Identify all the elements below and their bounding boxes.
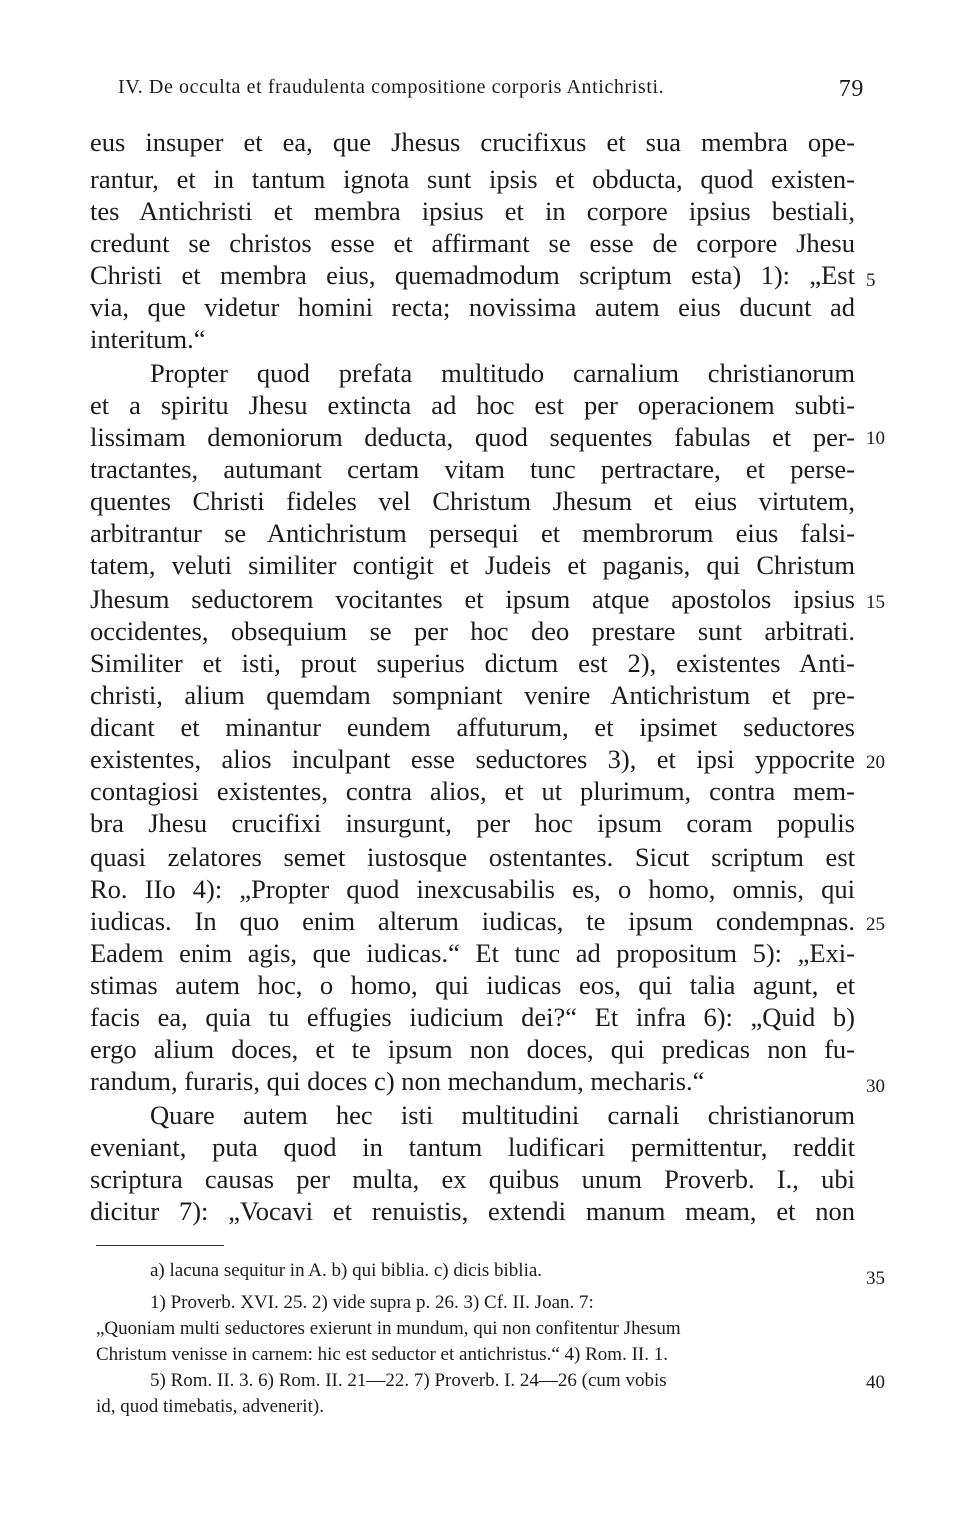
footnote-line: a) lacuna sequitur in A. b) qui biblia. c) dicis biblia. [150,1260,543,1281]
footnote-line: Christum venisse in carnem: hic est seductor et antichristus.“ 4) Rom. II. 1. [96,1344,668,1365]
text-line: tractantes, autumant certam vitam tunc pertractare, et perse- [90,454,855,484]
text-line: eveniant, puta quod in tantum ludificari permittentur, reddit [90,1132,855,1162]
text-line: ergo alium doces, et te ipsum non doces, qui predicas non fu- [90,1034,855,1064]
text-line: tatem, veluti similiter contigit et Judeis et paganis, qui Christum [90,550,855,580]
page-number: 79 [838,76,864,102]
footnote-line: id, quod timebatis, advenerit). [96,1396,324,1417]
chapter-title: IV. De occulta et fraudulenta compositione corporis Antichristi. [118,76,665,98]
footnote-line: 1) Proverb. XVI. 25. 2) vide supra p. 26. 3) Cf. II. Joan. 7: [150,1292,594,1313]
text-line: Quare autem hec isti multitudini carnali christianorum [150,1100,855,1130]
text-line: Eadem enim agis, que iudicas.“ Et tunc ad propositum 5): „Exi- [90,938,855,968]
text-line: credunt se christos esse et affirmant se esse de corpore Jhesu [90,228,855,258]
text-line: quentes Christi fideles vel Christum Jhesum et eius virtutem, [90,486,855,516]
line-number: 40 [866,1372,885,1393]
text-line: eus insuper et ea, que Jhesus crucifixus et sua membra ope- [90,127,855,157]
footnote-line: „Quoniam multi seductores exierunt in mundum, qui non confitentur Jhesum [96,1318,681,1339]
line-number: 10 [866,428,885,449]
text-line: Ro. IIo 4): „Propter quod inexcusabilis es, o homo, omnis, qui [90,874,855,904]
text-line: via, que videtur homini recta; novissima autem eius ducunt ad [90,292,855,322]
text-line: Propter quod prefata multitudo carnalium christianorum [150,358,855,388]
text-line: et a spiritu Jhesu extincta ad hoc est per operacionem subti- [90,390,855,420]
text-line: facis ea, quia tu effugies iudicium dei?“ Et infra 6): „Quid b) [90,1002,855,1032]
text-line: dicitur 7): „Vocavi et renuistis, extendi manum meam, et non [90,1196,855,1226]
text-line: randum, furaris, qui doces c) non mechandum, mecharis.“ [90,1066,705,1096]
text-line: bra Jhesu crucifixi insurgunt, per hoc ipsum coram populis [90,808,855,838]
text-line: contagiosi existentes, contra alios, et ut plurimum, contra mem- [90,776,855,806]
text-line: existentes, alios inculpant esse seductores 3), et ipsi yppocrite [90,744,855,774]
line-number: 15 [866,592,885,613]
text-line: arbitrantur se Antichristum persequi et membrorum eius falsi- [90,518,855,548]
text-line: tes Antichristi et membra ipsius et in corpore ipsius bestiali, [90,196,855,226]
line-number: 5 [866,270,876,291]
text-line: Christi et membra eius, quemadmodum scriptum esta) 1): „Est [90,260,855,290]
text-line: Similiter et isti, prout superius dictum est 2), existentes Anti- [90,648,855,678]
text-line: scriptura causas per multa, ex quibus unum Proverb. I., ubi [90,1164,855,1194]
line-number: 25 [866,914,885,935]
text-line: iudicas. In quo enim alterum iudicas, te ipsum condempnas. [90,906,855,936]
text-line: rantur, et in tantum ignota sunt ipsis et obducta, quod existen- [90,164,855,194]
text-line: quasi zelatores semet iustosque ostentantes. Sicut scriptum est [90,842,855,872]
text-line: occidentes, obsequium se per hoc deo prestare sunt arbitrati. [90,616,855,646]
line-number: 35 [866,1268,885,1289]
text-line: christi, alium quemdam sompniant venire Antichristum et pre- [90,680,855,710]
line-number: 30 [866,1076,885,1097]
running-head [118,76,878,108]
line-number: 20 [866,752,885,773]
text-line: stimas autem hoc, o homo, qui iudicas eos, qui talia agunt, et [90,970,855,1000]
text-line: Jhesum seductorem vocitantes et ipsum atque apostolos ipsius [90,584,855,614]
text-line: interitum.“ [90,324,206,354]
footnote-divider [96,1245,224,1246]
footnote-line: 5) Rom. II. 3. 6) Rom. II. 21—22. 7) Proverb. I. 24—26 (cum vobis [150,1370,667,1391]
text-line: dicant et minantur eundem affuturum, et ipsimet seductores [90,712,855,742]
text-line: lissimam demoniorum deducta, quod sequentes fabulas et per- [90,422,855,452]
